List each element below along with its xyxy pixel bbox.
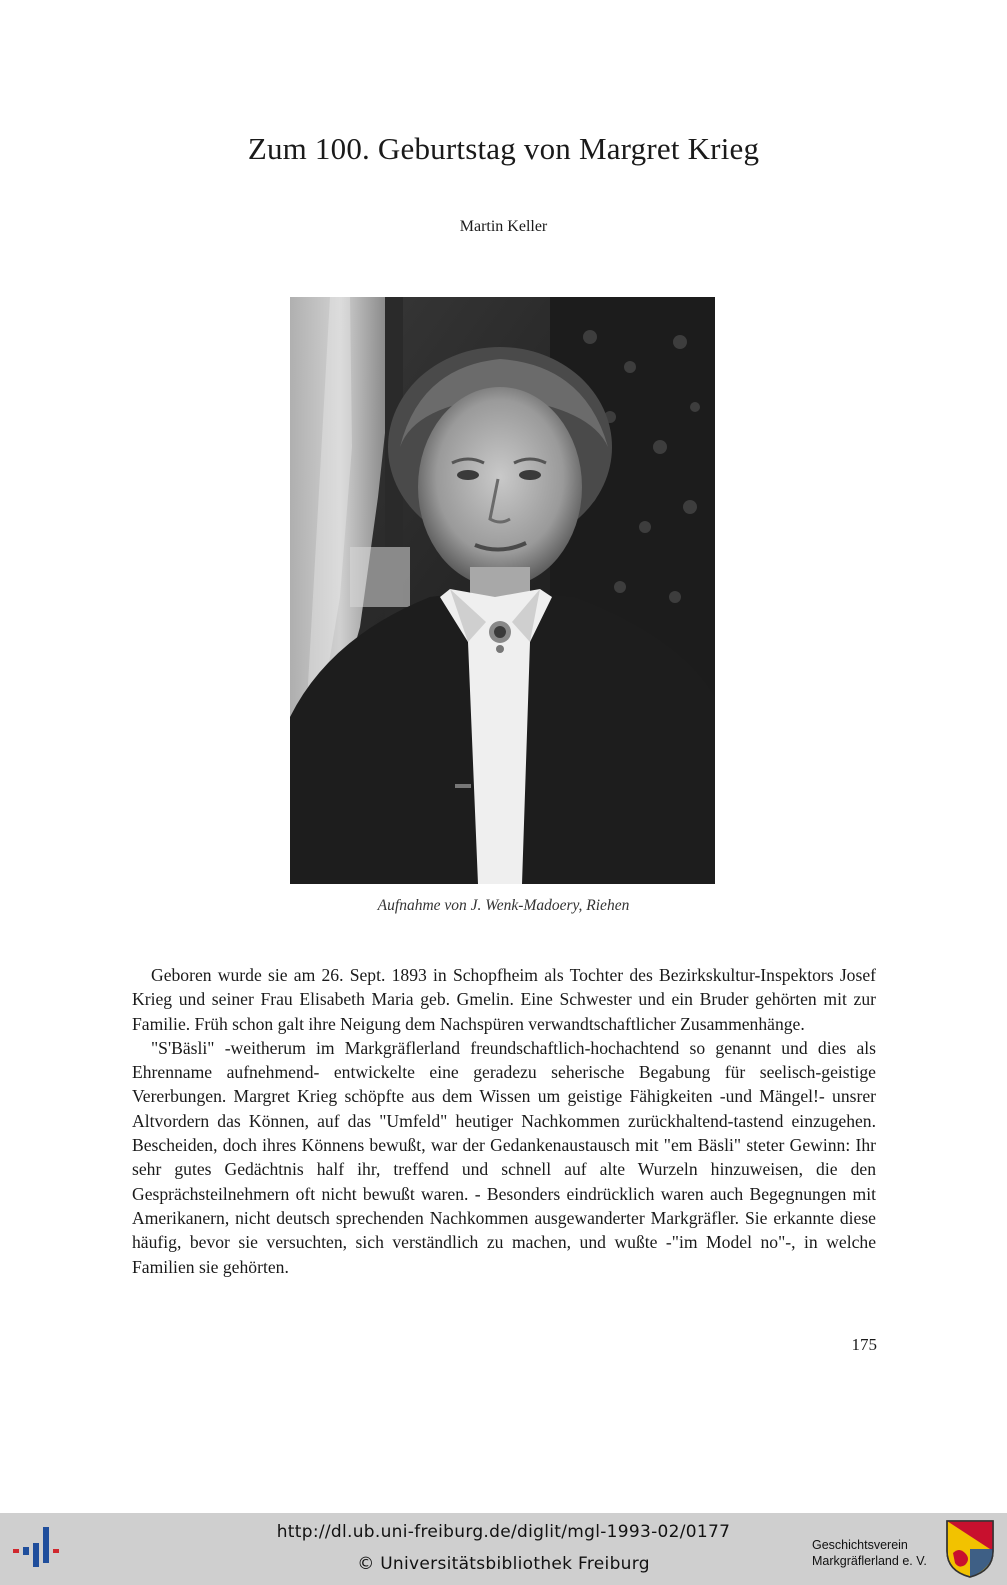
article-title: Zum 100. Geburtstag von Margret Krieg bbox=[247, 131, 760, 166]
portrait-photo bbox=[290, 297, 715, 884]
footer-url-link[interactable]: http://dl.ub.uni-freiburg.de/diglit/mgl-1993-02/0177 bbox=[276, 1522, 731, 1542]
footer-copyright: © Universitätsbibliothek Freiburg bbox=[357, 1554, 650, 1574]
society-name bbox=[812, 1537, 942, 1569]
coat-of-arms-icon bbox=[945, 1519, 995, 1579]
photo-caption: Aufnahme von J. Wenk-Madoery, Riehen bbox=[377, 897, 630, 914]
society-line-1: Geschichtsverein bbox=[812, 1538, 908, 1552]
article-body bbox=[132, 963, 876, 1279]
paragraph-2: "S'Bäsli" -weitherum im Markgräflerland freundschaftlich-hochachtend so genannt und dies als Ehrenname aufnehmend- entwickelte eine geradezu seherische Begabung für seelisch-geistige Vererbungen. Margret Krieg schöpfte aus dem Wissen um geistige Fähigkeiten -und Mängel!- unsrer Altvordern das Können, auf das "Umfeld" heutiger Nachkommen zurückhaltend-tastend einzugehen. Bescheiden, doch ihres Könnens bewußt, war der Gedankenaustausch mit "em Bäsli" steter Gewinn: Ihr sehr gutes Gedächtnis half ihr, treffend und schnell auf alte Wurzeln hinzuweisen, die den Gesprächsteilnehmern oft nicht bewußt waren. - Besonders eindrücklich waren auch Begegnungen mit Amerikanern, nicht deutsch sprechenden Nachkommen ausgewanderter Markgräfler. Sie erkannte diese häufig, bevor sie versuchten, sich verständlich zu machen, und wußte -"im Model no"-, in welche Familien sie gehörten. bbox=[132, 1037, 876, 1277]
paragraph-1: Geboren wurde sie am 26. Sept. 1893 in Schopfheim als Tochter des Bezirkskultur-Inspektors Josef Krieg und seiner Frau Elisabeth Maria geb. Gmelin. Eine Schwester und ein Bruder gehörten mit zur Familie. Früh schon galt ihre Neigung dem Nachspüren verwandtschaftlicher Zusammenhänge. bbox=[132, 965, 876, 1034]
society-line-2: Markgräflerland e. V. bbox=[812, 1554, 927, 1568]
footer-bar bbox=[0, 1513, 1007, 1585]
page-number: 175 bbox=[851, 1335, 877, 1354]
article-author: Martin Keller bbox=[459, 218, 548, 235]
